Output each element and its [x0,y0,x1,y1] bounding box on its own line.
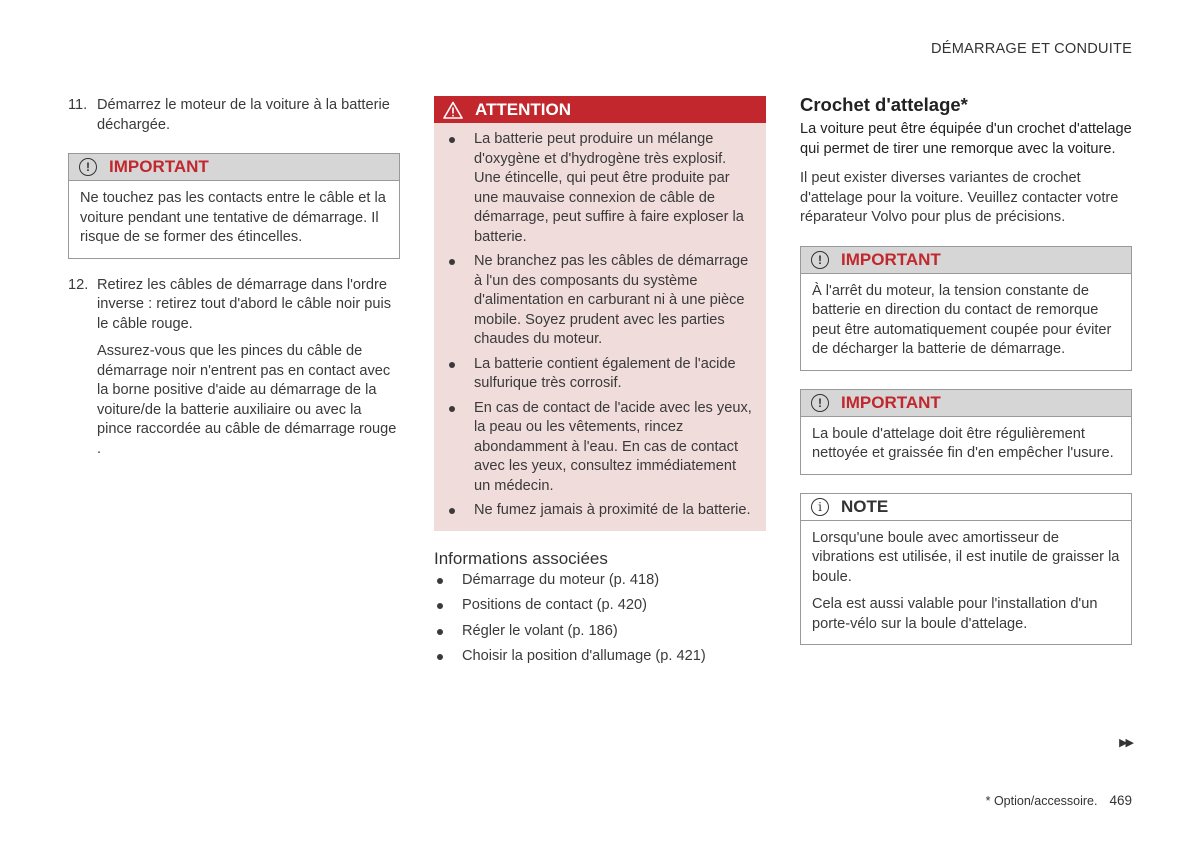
double-chevron-right-icon[interactable]: ▶▶ [1119,737,1132,749]
important-text: La boule d'attelage doit être régulièrement nettoyée et graissée fin d'en empêcher l'usure. [812,425,1114,461]
attention-item-text: En cas de contact de l'acide avec les yeux, la peau ou les vêtements, rincez abondamment à l'eau. En cas de contact avec les yeux, consultez immédiatement un médecin. [474,399,752,494]
important-title: IMPORTANT [841,392,941,412]
attention-item [446,355,752,394]
step-11 [68,96,400,135]
related-link-text[interactable]: Régler le volant (p. 186) [462,622,618,639]
bullet-icon [446,399,474,497]
related-link[interactable] [434,647,766,667]
warning-triangle-icon [443,101,463,119]
attention-item-text: Ne branchez pas les câbles de démarrage à l'un des composants du système d'alimentation en carburant ni à une pièce mobile. Soyez prudent avec les parties chaudes du moteur. [474,253,749,347]
exclamation-icon: ! [79,158,97,176]
bullet-icon [434,596,462,616]
step-number: 11. [68,97,88,113]
exclamation-icon: ! [811,251,829,269]
related-info-list [434,571,766,667]
note-text: Lorsqu'une boule avec amortisseur de vibrations est utilisée, il est inutile de graisser la boule. [812,529,1120,585]
bullet-icon [446,501,474,521]
related-link-text[interactable]: Démarrage du moteur (p. 418) [462,571,660,588]
lead-text: La voiture peut être équipée d'un crochet d'attelage qui permet de tirer une remorque avec la voiture. [800,121,1132,157]
step-text: Démarrez le moteur de la voiture à la batterie déchargée. [97,97,390,133]
column-1 [68,96,400,459]
exclamation-icon: ! [811,394,829,412]
related-link-text[interactable]: Choisir la position d'allumage (p. 421) [462,648,706,664]
bullet-icon [446,355,474,394]
important-box [68,153,400,259]
section-header: DÉMARRAGE ET CONDUITE [931,41,1132,57]
attention-item-text: Ne fumez jamais à proximité de la batterie. [474,502,751,518]
related-link-text[interactable]: Positions de contact (p. 420) [462,597,647,613]
note-text: Cela est aussi valable pour l'installation d'un porte-vélo sur la boule d'attelage. [812,596,1098,632]
info-icon: i [811,498,829,516]
column-2 [434,96,766,667]
footnote-text: * Option/accessoire. [985,794,1098,808]
attention-item [446,399,752,497]
important-text: À l'arrêt du moteur, la tension constante de batterie en direction du contact de remorque peut être automatiquement coupée pour éviter de décharger la batterie de démarrage. [812,282,1112,357]
attention-item [446,501,752,521]
attention-box [434,96,766,531]
page-footer [986,791,1132,812]
note-title: NOTE [841,496,889,516]
attention-item [446,252,752,350]
step-text: Retirez les câbles de démarrage dans l'ordre inverse : retirez tout d'abord le câble noir puis le câble rouge. [97,276,392,332]
page-number: 469 [1109,793,1132,808]
note-box [800,493,1132,646]
related-link[interactable] [434,622,766,642]
important-box [800,246,1132,371]
column-3 [800,96,1132,645]
important-title: IMPORTANT [841,249,941,269]
important-text: Ne touchez pas les contacts entre le câble et la voiture pendant une tentative de démarrage. Il risque de se former des étincelles. [80,190,386,245]
attention-title: ATTENTION [475,99,572,119]
bullet-icon [434,571,462,591]
bullet-icon [446,252,474,350]
step-number: 12. [68,276,89,293]
bullet-icon [434,622,462,642]
step-12 [68,276,400,460]
important-title: IMPORTANT [109,157,209,177]
important-box [800,389,1132,475]
section-title: Crochet d'attelage* [800,94,968,115]
bullet-icon [446,130,474,247]
related-link[interactable] [434,571,766,591]
attention-item-text: La batterie contient également de l'acide sulfurique très corrosif. [474,355,736,391]
attention-item [446,130,752,247]
bullet-icon [434,647,462,667]
body-text: Il peut exister diverses variantes de crochet d'attelage pour la voiture. Veuillez contacter votre réparateur Volvo pour plus de précisions. [800,170,1119,225]
related-link[interactable] [434,596,766,616]
attention-item-text: La batterie peut produire un mélange d'oxygène et d'hydrogène très explosif. Une étincelle, qui peut être produite par une mauvaise connexion de câble de démarrage, peut suffire à faire exploser la batterie. [474,131,744,245]
related-info-title: Informations associées [434,548,608,568]
step-extra-text: Assurez-vous que les pinces du câble de démarrage noir n'entrent pas en contact avec la borne positive d'aide au démarrage de la voiture/de la batterie auxiliaire ou avec la pince raccordée au câble de démarrage rouge . [97,343,397,457]
